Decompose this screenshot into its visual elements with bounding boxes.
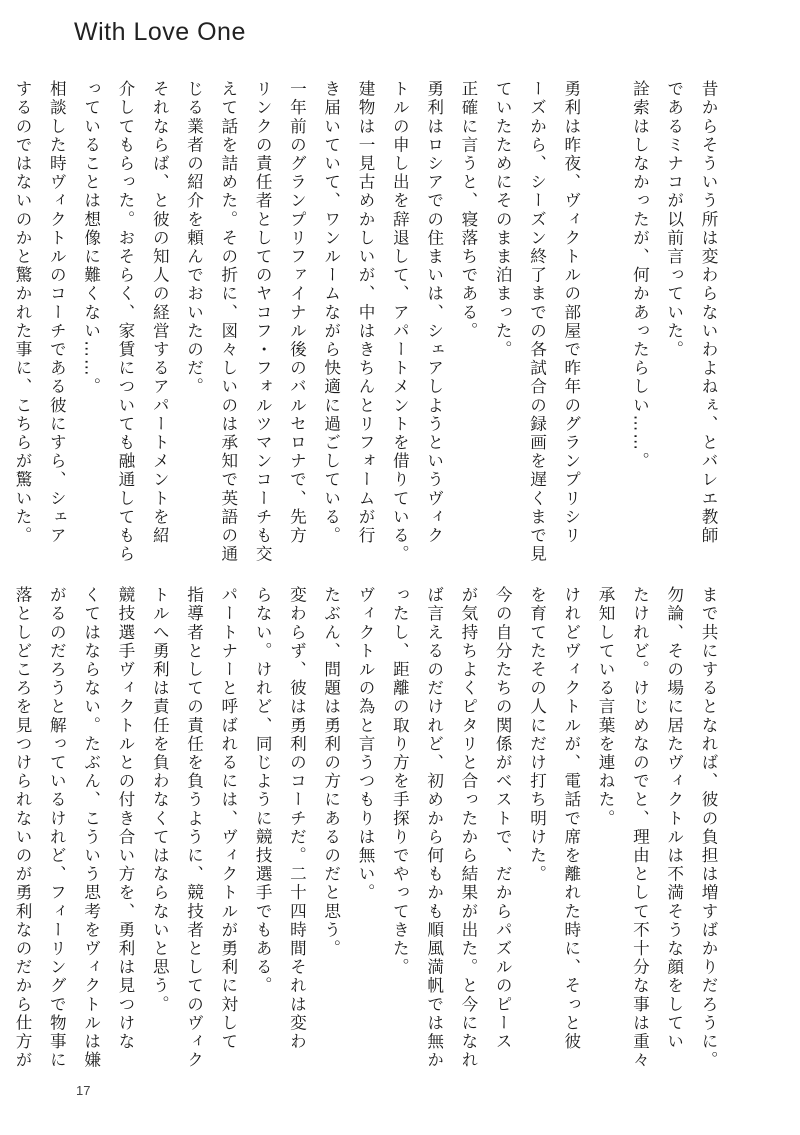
text-line: くてはならない。たぶん、こういう思考をヴィクトルは嫌 bbox=[81, 586, 101, 1070]
text-line: 指導者としての責任を負うように、競技者としてのヴィク bbox=[184, 586, 204, 1070]
text-line: 詮索はしなかったが、何かあったらしい……。 bbox=[630, 80, 650, 471]
text-line: ヴィクトルの為と言うつもりは無い。 bbox=[356, 586, 376, 903]
text-line: ば言えるのだけれど、初めから何もかも順風満帆では無か bbox=[424, 586, 444, 1070]
page-number: 17 bbox=[76, 1083, 91, 1098]
text-line: トルへ勇利は責任を負わなくてはならないと思う。 bbox=[150, 586, 170, 1014]
text-line: それならば、と彼の知人の経営するアパートメントを紹 bbox=[150, 80, 170, 545]
text-line: パートナーと呼ばれるには、ヴィクトルが勇利に対して bbox=[218, 586, 238, 1051]
text-line: けれどヴィクトルが、電話で席を離れた時に、そっと彼 bbox=[561, 586, 581, 1051]
text-line bbox=[0, 80, 5, 570]
text-line: が気持ちよくピタリと合ったから結果が出た。と今になれ bbox=[458, 586, 478, 1070]
text-line: ったし、距離の取り方を手探りでやってきた。 bbox=[390, 586, 410, 977]
text-line: 相談した時ヴィクトルのコーチである彼にすら、シェア bbox=[47, 80, 67, 545]
text-line: であるミナコが以前言っていた。 bbox=[664, 80, 684, 359]
text-line: リンクの責任者としてのヤコフ・フォルツマンコーチも交 bbox=[253, 80, 273, 564]
text-line: 介してもらった。おそらく、家賃についても融通してもら bbox=[115, 80, 135, 564]
text-line: き届いていて、ワンルームながら快適に過ごしている。 bbox=[321, 80, 341, 545]
upper-text-block bbox=[0, 80, 725, 570]
text-line: 昔からそういう所は変わらないわよねぇ、とバレエ教師 bbox=[699, 80, 718, 545]
text-line: 一年前のグランプリファイナル後のバルセロナで、先方 bbox=[287, 80, 307, 545]
text-line: 勇利は昨夜、ヴィクトルの部屋で昨年のグランプリシリ bbox=[561, 80, 581, 545]
running-header-title: With Love One bbox=[74, 18, 246, 46]
text-line: 落としどころを見つけられないのが勇利なのだから仕方が bbox=[13, 586, 33, 1070]
text-line: えて話を詰めた。その折に、図々しいのは承知で英語の通 bbox=[218, 80, 238, 564]
text-line: たけれど。けじめなのでと、理由として不十分な事は重々 bbox=[630, 586, 650, 1070]
text-line: 競技選手ヴィクトルとの付き合い方を、勇利は見つけな bbox=[115, 586, 135, 1051]
text-line: トルの申し出を辞退して、アパートメントを借りている。 bbox=[390, 80, 410, 564]
text-line: するのではないのかと驚かれた事に、こちらが驚いた。 bbox=[13, 80, 33, 545]
text-line: がるのだろうと解っているけれど、フィーリングで物事に bbox=[47, 586, 67, 1070]
text-line: 勿論、その場に居たヴィクトルは不満そうな顔をしてい bbox=[664, 586, 684, 1051]
lower-text-block bbox=[0, 586, 725, 1076]
text-line: 承知している言葉を連ねた。 bbox=[596, 586, 616, 828]
text-line: ーズから、シーズン終了までの各試合の録画を遅くまで見 bbox=[527, 80, 547, 564]
text-line: 変わらず、彼は勇利のコーチだ。二十四時間それは変わ bbox=[287, 586, 307, 1051]
text-line: を育てたその人にだけ打ち明けた。 bbox=[527, 586, 547, 884]
text-line: たぶん、問題は勇利の方にあるのだと思う。 bbox=[321, 586, 341, 958]
text-line: 勇利はロシアでの住まいは、シェアしようというヴィク bbox=[424, 80, 444, 545]
text-line: らない。けれど、同じように競技選手でもある。 bbox=[253, 586, 273, 996]
text-line bbox=[588, 80, 622, 570]
text-line: じる業者の紹介を頼んでおいたのだ。 bbox=[184, 80, 204, 397]
text-line: 今の自分たちの関係がベストで、だからパズルのピース bbox=[493, 586, 513, 1051]
text-line: ていたためにそのまま泊まった。 bbox=[493, 80, 513, 359]
text-line: まで共にするとなれば、彼の負担は増すばかりだろうに。 bbox=[699, 586, 718, 1070]
text-line: 正確に言うと、寝落ちである。 bbox=[458, 80, 478, 341]
text-line: っていることは想像に難くない……。 bbox=[81, 80, 101, 397]
text-line: 建物は一見古めかしいが、中はきちんとリフォームが行 bbox=[356, 80, 376, 545]
